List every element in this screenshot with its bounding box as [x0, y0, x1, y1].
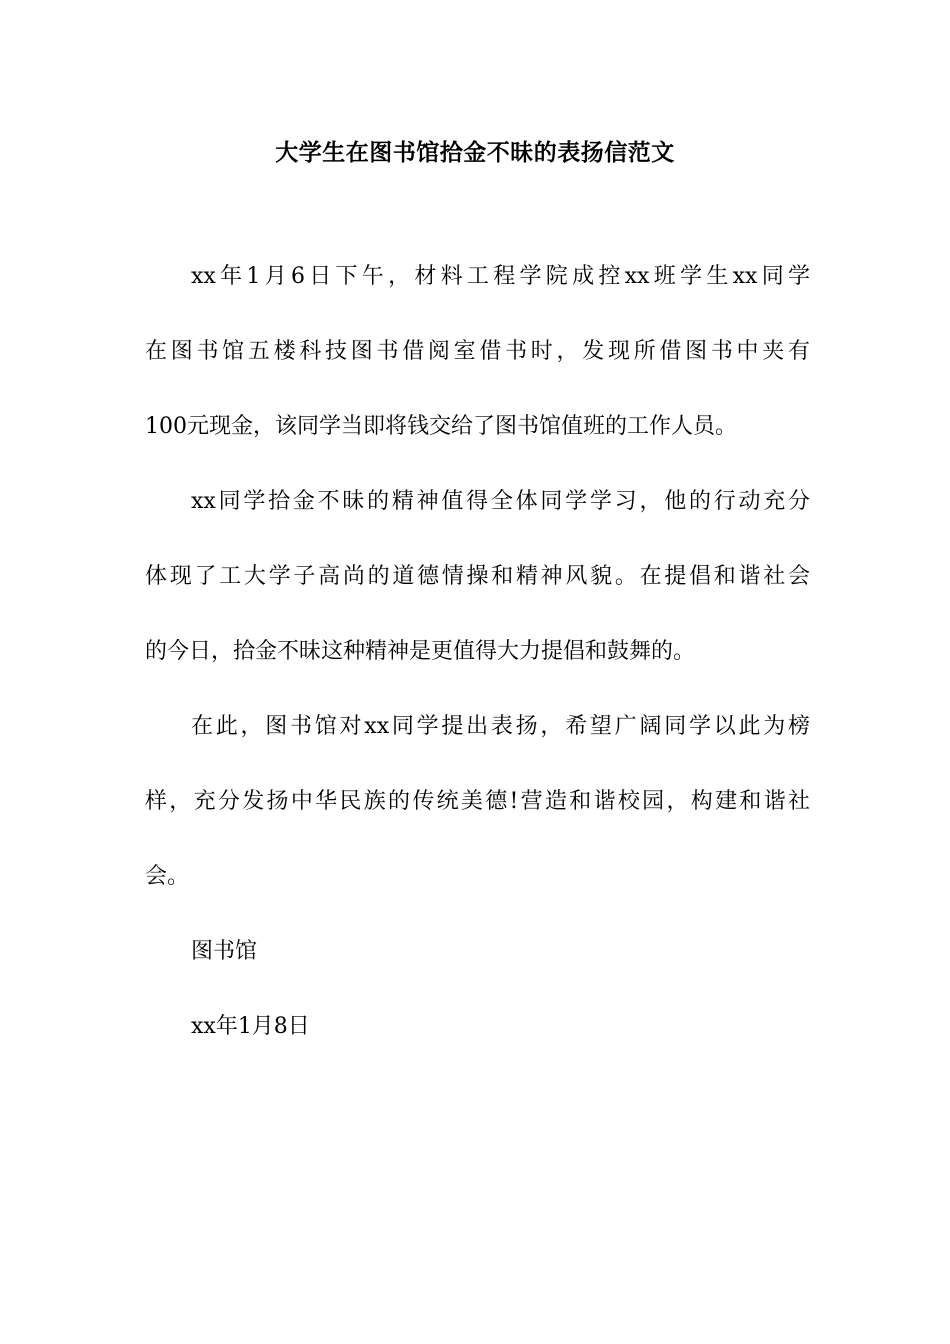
paragraph-1 — [145, 239, 810, 464]
paragraph-1-line-2: 在图书馆五楼科技图书借阅室借书时，发现所借图书中夹有 — [145, 339, 810, 364]
document-title: 大学生在图书馆拾金不昧的表扬信范文 — [275, 139, 675, 166]
paragraph-3-line-1: 在此，图书馆对xx同学提出表扬，希望广阔同学以此为榜 — [191, 714, 810, 739]
paragraph-3 — [145, 689, 810, 914]
paragraph-1-line-1: xx年1月6日下午，材料工程学院成控xx班学生xx同学 — [191, 264, 810, 289]
paragraph-3-line-2: 样，充分发扬中华民族的传统美德!营造和谐校园，构建和谐社 — [145, 789, 810, 814]
paragraph-1-line-3: 100元现金，该同学当即将钱交给了图书馆值班的工作人员。 — [145, 414, 737, 439]
paragraph-2-line-2: 体现了工大学子高尚的道德情操和精神风貌。在提倡和谐社会 — [145, 564, 810, 589]
paragraph-2 — [145, 464, 810, 689]
paragraph-2-line-3: 的今日，拾金不昧这种精神是更值得大力提倡和鼓舞的。 — [145, 639, 696, 664]
paragraph-3-line-3: 会。 — [145, 864, 190, 889]
signature: 图书馆 — [191, 939, 258, 964]
letter-date: xx年1月8日 — [191, 1014, 310, 1039]
paragraph-2-line-1: xx同学拾金不昧的精神值得全体同学学习，他的行动充分 — [191, 489, 810, 514]
